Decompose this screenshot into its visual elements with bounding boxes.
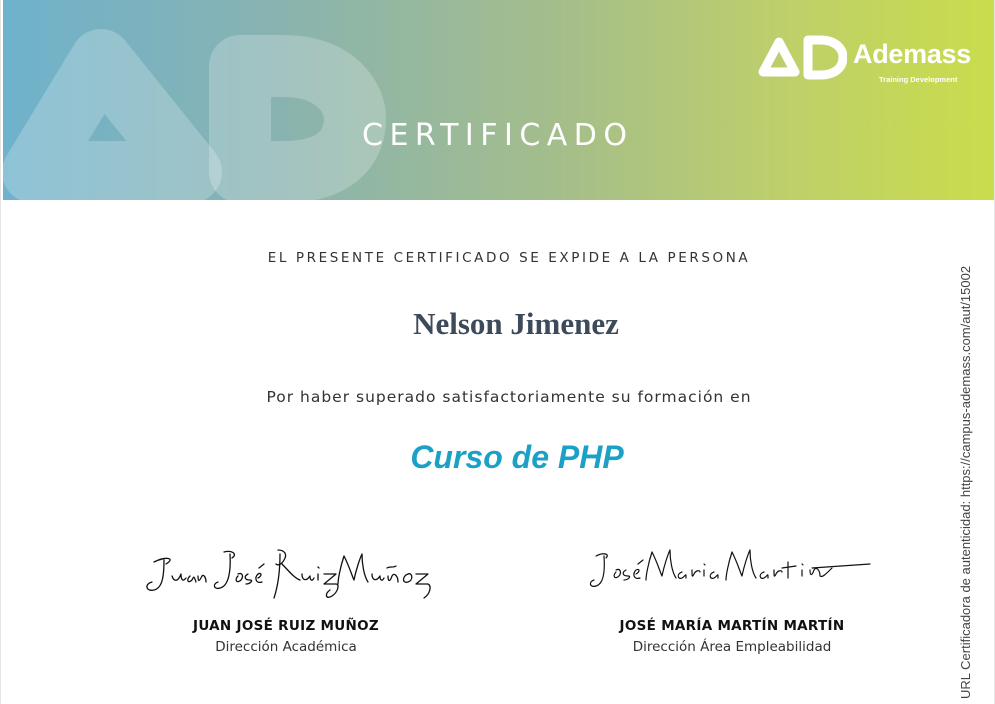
signer-role-academic: Dirección Académica — [215, 639, 357, 655]
recipient-name: Nelson Jimenez — [413, 306, 619, 341]
signer-name-academic: JUAN JOSÉ RUIZ MUÑOZ — [193, 618, 379, 634]
signer-name-employability: JOSÉ MARÍA MARTÍN MARTÍN — [619, 618, 845, 634]
signature-juan-jose-ruiz-munoz — [136, 540, 436, 610]
certificate-header — [3, 0, 994, 200]
certificate-intro: EL PRESENTE CERTIFICADO SE EXPIDE A LA PERSONA — [267, 250, 751, 266]
ad-watermark-icon — [3, 0, 423, 200]
signature-block-academic — [136, 540, 436, 655]
certificate-reason: Por haber superado satisfactoriamente su formación en — [266, 388, 752, 406]
verification-url[interactable]: URL Certificadora de autenticidad: https://campus-ademass.com/aut/15002 — [958, 265, 973, 699]
brand-name: Ademass — [853, 39, 971, 69]
signer-role-employability: Dirección Área Empleabilidad — [632, 639, 832, 655]
signature-block-employability — [582, 540, 882, 655]
brand-logo — [757, 34, 994, 86]
verification-url-container — [956, 225, 976, 699]
signature-jose-maria-martin — [582, 540, 882, 610]
certificate-title: CERTIFICADO — [362, 118, 634, 153]
course-title: Curso de PHP — [410, 439, 624, 475]
ad-logo-icon — [757, 34, 847, 80]
brand-tagline: Training Development — [879, 75, 958, 84]
